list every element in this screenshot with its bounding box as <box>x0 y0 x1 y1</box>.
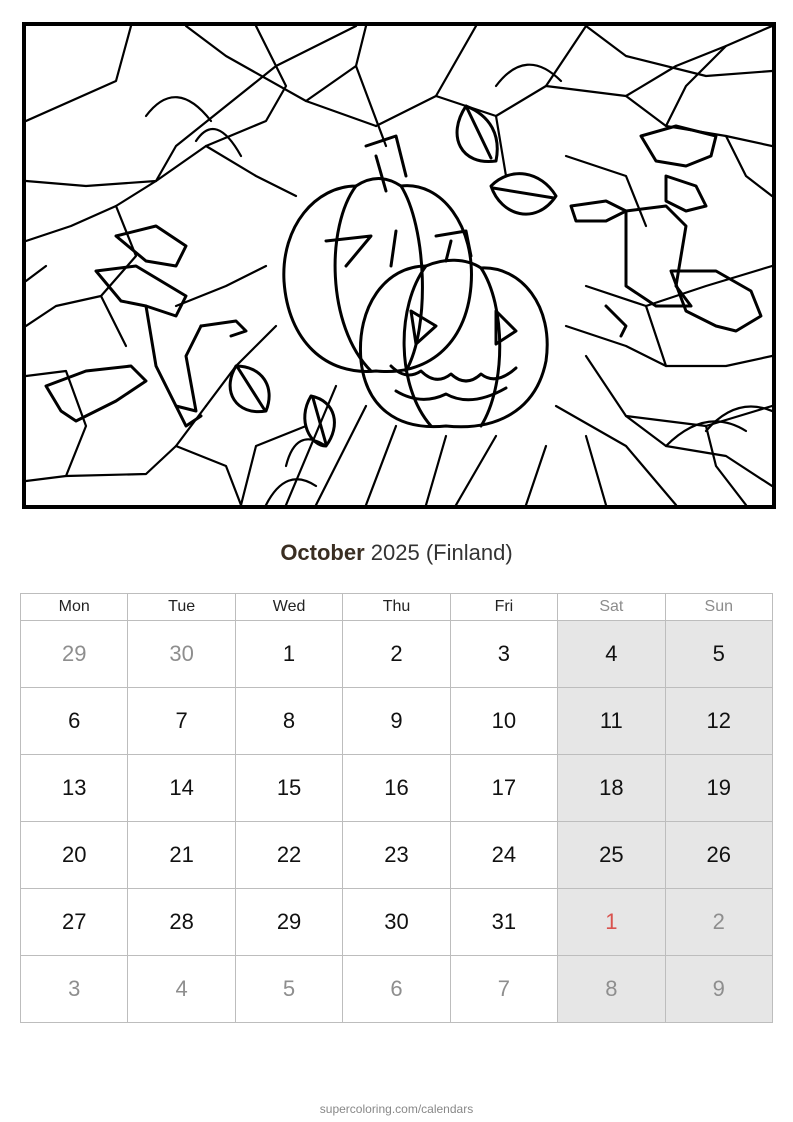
coloring-illustration <box>22 22 776 509</box>
weekday-wed: Wed <box>235 594 342 621</box>
calendar-month: October <box>280 540 365 565</box>
day-cell: 30 <box>128 621 235 688</box>
day-cell: 13 <box>21 755 128 822</box>
day-cell: 12 <box>665 688 772 755</box>
day-cell: 1 <box>235 621 342 688</box>
day-cell: 17 <box>450 755 557 822</box>
weekday-tue: Tue <box>128 594 235 621</box>
day-cell: 5 <box>665 621 772 688</box>
front-jack-o-lantern <box>360 231 547 427</box>
calendar-grid <box>20 593 773 1023</box>
day-cell: 6 <box>343 956 450 1023</box>
back-pumpkin <box>284 136 472 372</box>
day-cell: 3 <box>21 956 128 1023</box>
day-cell: 18 <box>558 755 665 822</box>
weekday-mon: Mon <box>21 594 128 621</box>
day-cell: 22 <box>235 822 342 889</box>
day-cell: 9 <box>665 956 772 1023</box>
weekday-sat: Sat <box>558 594 665 621</box>
day-cell: 27 <box>21 889 128 956</box>
day-cell: 10 <box>450 688 557 755</box>
day-cell: 8 <box>235 688 342 755</box>
day-cell: 7 <box>450 956 557 1023</box>
day-cell: 8 <box>558 956 665 1023</box>
calendar-title <box>0 540 793 566</box>
day-cell: 3 <box>450 621 557 688</box>
day-cell: 5 <box>235 956 342 1023</box>
day-cell: 14 <box>128 755 235 822</box>
day-cell: 9 <box>343 688 450 755</box>
day-cell: 25 <box>558 822 665 889</box>
day-cell: 29 <box>21 621 128 688</box>
calendar-year-country: 2025 (Finland) <box>370 540 513 565</box>
footer-source: supercoloring.com/calendars <box>319 1102 474 1116</box>
day-cell: 26 <box>665 822 772 889</box>
day-cell: 11 <box>558 688 665 755</box>
weekday-header-row <box>21 594 773 621</box>
week-row <box>21 822 773 889</box>
weekday-sun: Sun <box>665 594 772 621</box>
week-row <box>21 621 773 688</box>
weekday-thu: Thu <box>343 594 450 621</box>
day-cell: 15 <box>235 755 342 822</box>
week-row <box>21 889 773 956</box>
week-row <box>21 688 773 755</box>
day-cell: 7 <box>128 688 235 755</box>
right-witch <box>571 126 761 336</box>
day-cell: 4 <box>558 621 665 688</box>
day-cell: 29 <box>235 889 342 956</box>
day-cell: 19 <box>665 755 772 822</box>
weekday-fri: Fri <box>450 594 557 621</box>
day-cell: 6 <box>21 688 128 755</box>
day-cell: 16 <box>343 755 450 822</box>
day-cell: 2 <box>343 621 450 688</box>
day-cell: 31 <box>450 889 557 956</box>
week-row <box>21 956 773 1023</box>
halloween-pumpkins-witches-image <box>26 26 772 505</box>
day-cell: 28 <box>128 889 235 956</box>
day-cell: 4 <box>128 956 235 1023</box>
day-cell: 24 <box>450 822 557 889</box>
day-cell: 2 <box>665 889 772 956</box>
day-cell: 21 <box>128 822 235 889</box>
day-cell: 20 <box>21 822 128 889</box>
day-cell: 23 <box>343 822 450 889</box>
day-cell: 1 <box>558 889 665 956</box>
week-row <box>21 755 773 822</box>
calendar-weeks <box>21 621 773 1023</box>
day-cell: 30 <box>343 889 450 956</box>
